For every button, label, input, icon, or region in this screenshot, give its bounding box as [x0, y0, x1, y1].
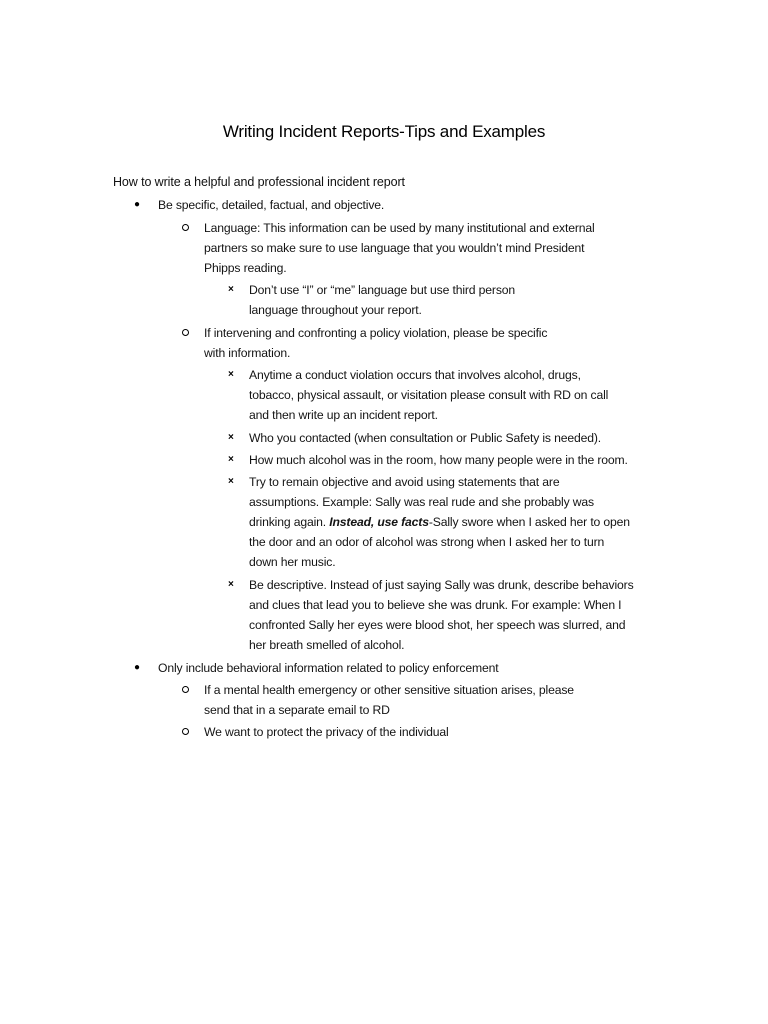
list-item-continuation	[249, 512, 630, 533]
list-item: If intervening and confronting a policy violation, please be specific	[204, 326, 548, 340]
list-item: If a mental health emergency or other sensitive situation arises, please	[204, 683, 574, 697]
text-run: -Sally swore when I asked her to open	[428, 515, 630, 529]
list-item-continuation: and then write up an incident report.	[249, 408, 438, 422]
list-item: We want to protect the privacy of the individual	[204, 725, 449, 739]
bullet-x-icon: ×	[228, 369, 234, 380]
bullet-disc-icon: ●	[134, 199, 141, 210]
bullet-x-icon: ×	[228, 432, 234, 443]
list-item-continuation: down her music.	[249, 555, 336, 569]
list-item: How much alcohol was in the room, how many people were in the room.	[249, 453, 628, 467]
section-heading: How to write a helpful and professional incident report	[113, 175, 405, 189]
emphasis-text: Instead, use facts	[329, 515, 429, 529]
bullet-disc-icon: ●	[134, 662, 141, 673]
list-item: Be specific, detailed, factual, and objective.	[158, 198, 385, 212]
document-title: Writing Incident Reports-Tips and Examples	[222, 122, 546, 141]
list-item-continuation: her breath smelled of alcohol.	[249, 638, 405, 652]
bullet-x-icon: ×	[228, 454, 234, 465]
list-item-continuation: with information.	[204, 346, 291, 360]
list-item: Be descriptive. Instead of just saying Sally was drunk, describe behaviors	[249, 578, 634, 592]
list-item: Language: This information can be used by many institutional and external	[204, 221, 595, 235]
text-run: drinking again.	[249, 515, 330, 529]
list-item-continuation: partners so make sure to use language that you wouldn’t mind President	[204, 241, 585, 255]
bullet-x-icon: ×	[228, 284, 234, 295]
list-item-continuation: the door and an odor of alcohol was strong when I asked her to turn	[249, 535, 605, 549]
list-item-continuation: assumptions. Example: Sally was real rude and she probably was	[249, 495, 594, 509]
list-item: Only include behavioral information related to policy enforcement	[158, 661, 499, 675]
list-item-continuation: Phipps reading.	[204, 261, 287, 275]
bullet-circle-icon	[182, 224, 189, 231]
bullet-circle-icon	[182, 728, 189, 735]
list-item-continuation: language throughout your report.	[249, 303, 422, 317]
list-item-continuation: send that in a separate email to RD	[204, 703, 390, 717]
list-item: Anytime a conduct violation occurs that involves alcohol, drugs,	[249, 368, 581, 382]
bullet-circle-icon	[182, 329, 189, 336]
list-item: Try to remain objective and avoid using statements that are	[249, 475, 560, 489]
list-item-continuation: and clues that lead you to believe she was drunk. For example: When I	[249, 598, 622, 612]
list-item-continuation: confronted Sally her eyes were blood shot, her speech was slurred, and	[249, 618, 626, 632]
bullet-x-icon: ×	[228, 579, 234, 590]
bullet-circle-icon	[182, 686, 189, 693]
list-item: Who you contacted (when consultation or Public Safety is needed).	[249, 431, 602, 445]
list-item: Don’t use “I” or “me” language but use third person	[249, 283, 516, 297]
bullet-x-icon: ×	[228, 476, 234, 487]
list-item-continuation: tobacco, physical assault, or visitation please consult with RD on call	[249, 388, 609, 402]
